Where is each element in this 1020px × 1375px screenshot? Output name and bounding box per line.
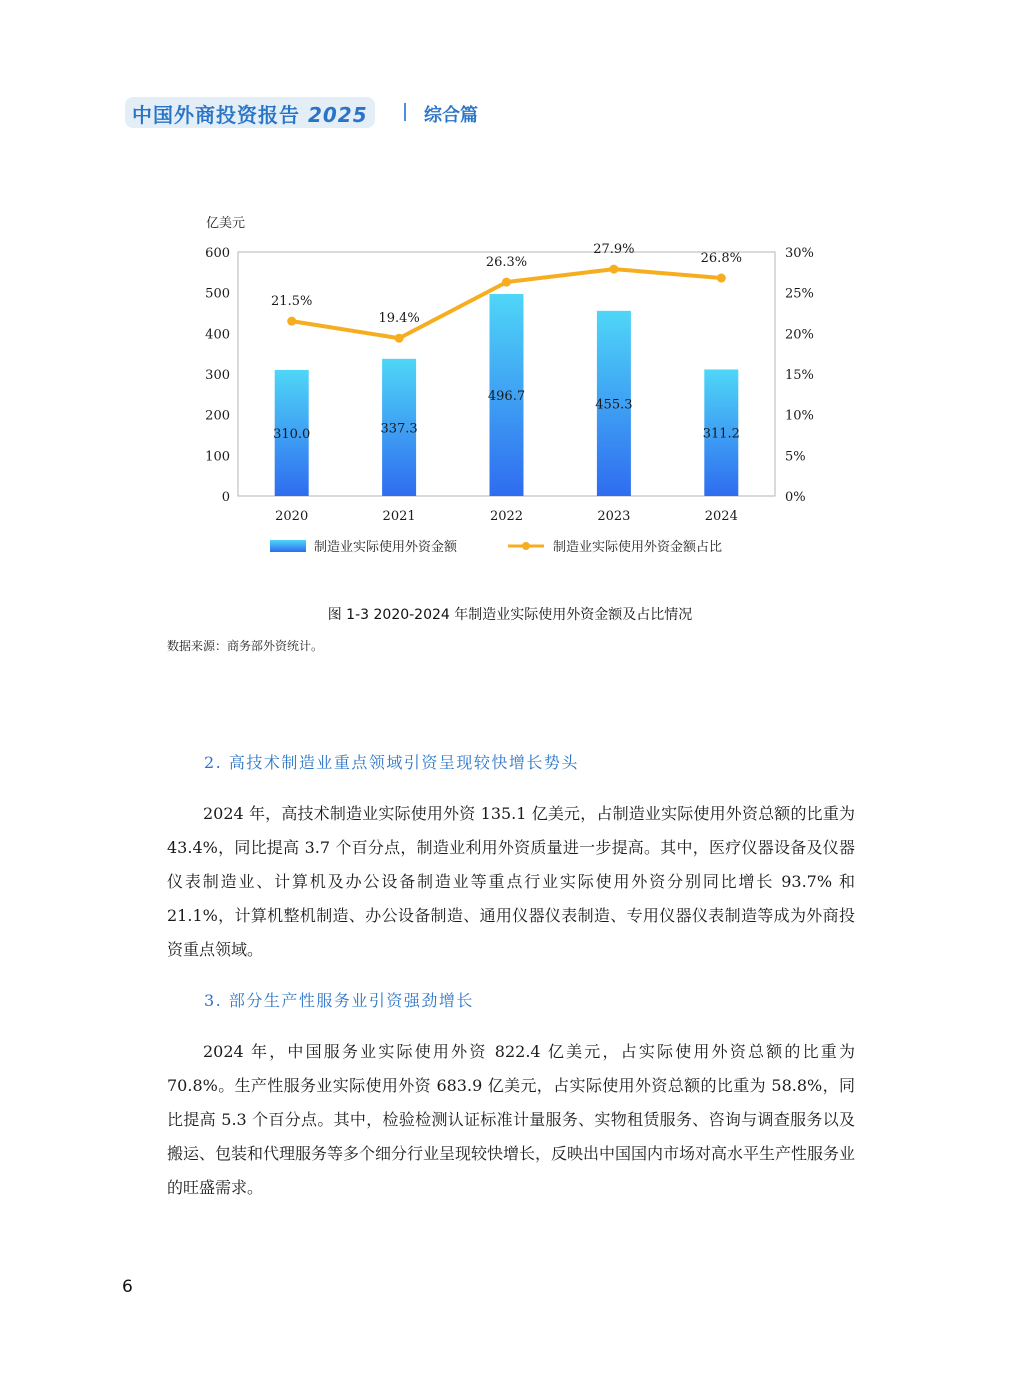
y-tick-600: 600 [205, 246, 230, 261]
legend-line-label: 制造业实际使用外资金额占比 [553, 540, 723, 555]
y2-tick-10%: 10% [785, 408, 814, 424]
y2-tick-30%: 30% [785, 246, 814, 261]
y-tick-400: 400 [205, 327, 230, 343]
legend-bar-swatch [270, 540, 306, 552]
bar-label-2023: 455.3 [595, 397, 633, 413]
y-axis-label: 亿美元 [206, 216, 246, 231]
y2-tick-25%: 25% [785, 286, 814, 302]
line-label-2023: 27.9% [593, 242, 635, 258]
y-tick-100: 100 [205, 449, 230, 465]
figure-caption: 图 1-3 2020-2024 年制造业实际使用外资金额及占比情况 [327, 607, 693, 623]
y-tick-300: 300 [205, 368, 230, 383]
line-point-2024 [717, 274, 726, 283]
x-tick-2023: 2023 [597, 509, 631, 524]
y2-tick-0%: 0% [785, 490, 806, 505]
bar-label-2022: 496.7 [487, 389, 526, 405]
page-number: 6 [122, 1277, 133, 1297]
section-name: 综合篇 [424, 105, 478, 126]
legend [270, 539, 722, 555]
x-tick-2020: 2020 [275, 509, 309, 524]
bar-label-2020: 310.0 [273, 426, 311, 442]
line-point-2020 [287, 317, 296, 326]
x-tick-2024: 2024 [704, 509, 738, 524]
y-tick-200: 200 [205, 408, 230, 424]
y-tick-0: 0 [221, 490, 230, 505]
manufacturing-fdi-chart [0, 0, 1020, 600]
section-paragraph-3: 2024 年，中国服务业实际使用外资 822.4 亿美元，占实际使用外资总额的比重为 70.8%。生产性服务业实际使用外资 683.9 亿美元，占实际使用外资总额的比重为 58.8%，同比提高 5.3 个百分点。其中，检验检测认证标准计量服务、实物租赁服务、咨询与调查服务以及搬运、包装和代理服务等多个细分行业呈现较快增长，反映出中国国内市场对高水平生产性服务业的旺盛需求。 [167, 1042, 856, 1197]
legend-line-marker [522, 542, 530, 550]
x-tick-2022: 2022 [489, 509, 524, 524]
line-point-2023 [609, 265, 618, 274]
y2-tick-20%: 20% [785, 327, 814, 343]
bar-label-2024: 311.2 [702, 426, 740, 442]
section-paragraph-2: 2024 年，高技术制造业实际使用外资 135.1 亿美元，占制造业实际使用外资总额的比重为 43.4%，同比提高 3.7 个百分点，制造业利用外资质量进一步提高。其中，医疗仪器设备及仪器仪表制造业、计算机及办公设备制造业等重点行业实际使用外资分别同比增长 93.7% 和 21.1%，计算机整机制造、办公设备制造、通用仪器仪表制造、专用仪器仪表制造等成为外商投资重点领域。 [167, 804, 855, 959]
section-heading-3: 3. 部分生产性服务业引资强劲增长 [204, 991, 474, 1010]
bar-label-2021: 337.3 [380, 421, 418, 437]
legend-bar-label: 制造业实际使用外资金额 [314, 540, 458, 555]
line-label-2024: 26.8% [700, 251, 742, 267]
x-tick-2021: 2021 [382, 509, 416, 524]
line-point-2022 [502, 278, 511, 287]
line-point-2021 [395, 334, 404, 343]
section-heading-2: 2. 高技术制造业重点领域引资呈现较快增长势头 [204, 753, 579, 772]
line-label-2020: 21.5% [271, 294, 313, 310]
line-label-2022: 26.3% [485, 255, 528, 271]
y2-tick-5%: 5% [785, 449, 806, 465]
report-year: 2025 [307, 103, 368, 127]
y-tick-500: 500 [205, 286, 230, 302]
data-source: 数据来源：商务部外资统计。 [167, 639, 324, 653]
report-title-text: 中国外商投资报告 [132, 103, 300, 127]
line-label-2021: 19.4% [378, 311, 420, 327]
y2-tick-15%: 15% [785, 368, 814, 383]
